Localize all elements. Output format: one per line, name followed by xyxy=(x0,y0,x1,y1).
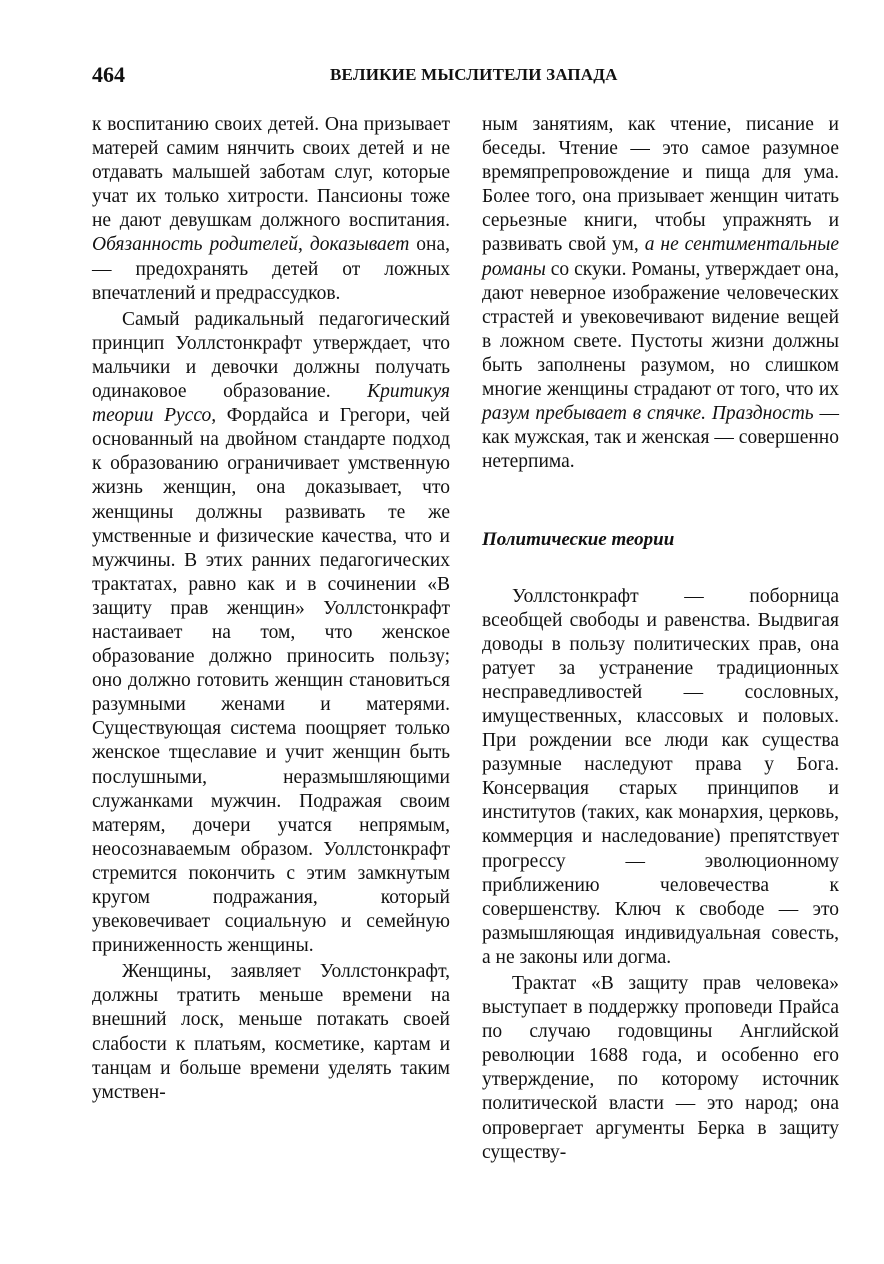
left-paragraph-1 xyxy=(92,113,450,306)
text-run: , xyxy=(298,234,310,256)
text-run: к воспитанию своих детей. Она призывает матерей самим нянчить своих детей и не отдавать малышей заботам слуг, которые учат их только хитрости. Пансионы тоже не дают девушкам должного воспитания. xyxy=(92,114,450,232)
left-column xyxy=(92,113,450,1105)
text-run: Самый радикальный педагогический принцип Уоллстонкрафт утверждает, что мальчики и девочки должны получать одинаковое образование. xyxy=(92,308,450,403)
italic-run: разум пребывает в спячке. Праздность xyxy=(482,403,814,425)
left-paragraph-3: Женщины, заявляет Уоллстонкрафт, должны тратить меньше времени на внешний лоск, меньше потакать своей слабости к платьям, косметике, картам и танцам и больше времени уделять таким умствен- xyxy=(92,961,450,1103)
right-column xyxy=(482,113,839,1165)
page-number: 464 xyxy=(92,62,125,87)
text-run: Фордайса и Грегори, чей основанный на двойном стандарте подход к образованию ограничивает умственную жизнь женщин, она доказывает, что женщины должны развивать те же умственные и физические качества, что и мужчины. В этих ранних педагогических трактатах, равно как и в сочинении «В защиту прав женщин» Уоллстонкрафт настаивает на том, что женское образование должно приносить пользу; оно должно готовить женщин становиться разумными женами и матерями. Существующая система поощряет только женское тщеславие и учит женщин быть послушными, неразмышляющими служанками мужчин. Подражая своим матерям, дочери учатся непрямым, неосознаваемым образом. Уоллстонкрафт стремится покончить с этим замкнутым кругом подражания, который увековечивает социальную и семейную приниженность женщины. xyxy=(92,405,450,957)
text-run: — как мужская, так и женская — совершенно нетерпима. xyxy=(482,403,840,473)
italic-run: а не сентиментальные романы xyxy=(482,234,839,280)
text-run: она, — предохранять детей от ложных впечатлений и предрассудков. xyxy=(92,234,451,304)
right-paragraph-1 xyxy=(482,113,839,474)
right-paragraph-3: Трактат «В защиту прав человека» выступает в поддержку проповеди Прайса по случаю годовщины Английской революции 1688 года, и особенно его утверждение, по которому источник политической власти — это народ; она опровергает аргументы Берка в защиту существу- xyxy=(482,973,839,1163)
italic-run: Обязанность родителей xyxy=(92,234,299,256)
italic-run: Критикуя теории Руссо, xyxy=(92,381,450,427)
running-title: ВЕЛИКИЕ МЫСЛИТЕЛИ ЗАПАДА xyxy=(330,65,618,84)
italic-run: доказывает xyxy=(309,234,410,256)
left-paragraph-2 xyxy=(92,308,450,959)
text-run: ным занятиям, как чтение, писание и беседы. Чтение — это самое разумное времяпрепровождение и пища для ума. Более того, она призывает женщин читать серьезные книги, чтобы упражнять и развивать свой ум, xyxy=(482,114,839,256)
page-header xyxy=(92,62,842,92)
text-run: со скуки. Романы, утверждает она, дают неверное изображение человеческих страстей и увековечивают видение вещей в ложном свете. Пустоты жизни должны быть заполнены разумом, но слишком многие женщины страдают от того, что их xyxy=(482,258,839,401)
section-heading: Политические теории xyxy=(482,529,675,551)
right-paragraph-2: Уоллстонкрафт — поборница всеобщей свободы и равенства. Выдвигая доводы в пользу политических прав, она ратует за устранение традиционных несправедливостей — сословных, имущественных, классовых и половых. При рождении все люди как существа разумные наследуют права у Бога. Консервация старых принципов и институтов (таких, как монархия, церковь, коммерция и наследование) препятствует прогрессу — эволюционному приближению человечества к совершенству. Ключ к свободе — это размышляющая индивидуальная совесть, а не законы или догма. xyxy=(482,585,839,968)
